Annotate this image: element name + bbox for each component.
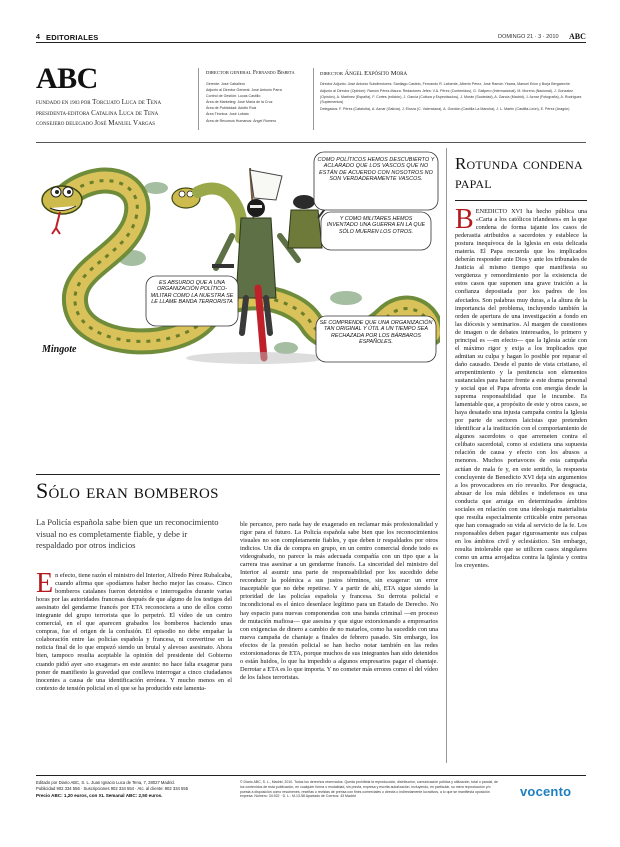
staff-line: Adjunto al Director General: José Antonio Parra — [206, 88, 282, 93]
staff-line: Área de Publicidad: Adolfo Ruiz — [206, 106, 257, 111]
masthead-divider-2 — [313, 68, 314, 130]
header-rule — [36, 42, 586, 43]
staff-line: Gerente: José Caballero — [206, 82, 245, 86]
header-brand: ABC — [569, 32, 586, 41]
footer-legal: © Diario ABC, S. L., Madrid, 2010. Todos los derechos reservados. Queda prohibida la reproducción, distribución, comunicación pública y utilización, total o parcial, de los contenidos de esta publicación, en cualquier forma o modalidad, sin previa, expresa y escrita autorización, incluyendo, en particular, su mera reproducción y/o puesta a disposición como resúmenes, reseñas o revistas de prensa con fines comerciales o directa o indirectamente lucrativos, a lo que se manifiesta oposición expresa. Número: 34.922 · D. L.: M-13-58 Apartado de Correos: 43 Madrid — [240, 780, 498, 799]
cartoon-bubble-4: SE COMPRENDE QUE UNA ORGANIZACIÓN TAN ORIGINAL Y ÚTIL A UN TIEMPO SEA RECHAZADA POR LOS BÁRBAROS ESPAÑOLES. — [319, 320, 433, 345]
masthead-divider-1 — [198, 68, 199, 130]
newsroom-line: Delegados: F. Pérez (Cataluña), A. Aznar (Galicia), J. Elorza (C. Valenciana), A. Gondón (Castilla La Mancha), J. L. Martín (Castilla-León), E. Pérez (Aragón) — [320, 107, 570, 112]
editorial-left-col2: ble percance, pero nada hay de exagerado en reclamar más profesionalidad y rigor para el futuro. La Policía española sabe bien que los reconocimientos visuales no son completamente fiables, y que deben ir respaldados por otros indicios. Un día de compra en grupo, en un centro comercial donde todo es videograbado, no parece la más adecuada compañía con un tipo que a la carrera tras asesinar a un gendarme francés. La sinceridad del ministro del Interior al asumir una parte de responsabilidad por los sucedido debe reconducir la polémica a sus justos términos, sin exagerar: un error inaceptable que no debe repetirse. Y a partir de ahí, ETA sigue siendo la prioridad de las policías española y francesa. Su derrota policial e incondicional es el único desenlace legítimo para un Estado de Derecho. No hay espacio para nuevas componendas con una banda criminal —en proceso de mutación mafiosa— que asesina y que sigue extorsionando a empresarios con exigencias de dinero a cambio de no matarlos, como ha sucedido con una nueva campaña de chantaje a finales de febrero pasado. Sin embargo, los efectos de la presión policial se han hecho notar también en las redes extorsionadoras de ETA, porque muchos de sus integrantes han sido detenidos o están huidos, lo que ha impedido a algunos empresarios pagar el chantaje. Derrotar a ETA es lo que importa. Y no cometer más errores como el del vídeo de los falsos terroristas. — [240, 521, 438, 681]
newsroom-line: Director Adjunto: José Antonio Subdirectores: Santiago Castelo, Fernando R. Lafuente, Alberto Pérez, José Ramón Ybarra, Manuel Erice y Borja Bergareche — [320, 82, 570, 86]
newsroom-line: Adjunto al Director (Opinión): Ramón Pérez-Maura. Redactores Jefes: V.A. Pérez (Contenidos), G. Galipero (Internacional), M. Moreno (Nacional), J. Gonzalez (Opinión), A. Martinez (España), F. Cortes (edición), J. García (Cultura y Espectáculos), J. Morán (Sociedad), A. García (Madrid), J. Aznar (Fotografía), A. Rodríguez (Suplementos) — [320, 88, 582, 105]
cartoon-bubble-3: ES ABSURDO QUE A UNA ORGANIZACIÓN POLÍTICO-MILITAR COMO LA NUESTRA SE LE LLAME BANDA TERRORISTA — [150, 280, 234, 305]
editorial-cartoon — [36, 148, 440, 366]
staff-line: Control de Gestión: Lucas Castillo — [206, 94, 261, 99]
vocento-logo: vocento — [520, 784, 572, 799]
management-block: DIRECTOR GENERAL Fernando Bisbeta Gerente: José Caballero Adjunto al Director General: José Antonio Parra Control de Gestión: Lucas Castillo Área de Marketing: José María de la Cruz Área de Publicidad: Adolfo Ruiz Área Técnica: José Lobato Área de Recursos Humanos: Ángel Romero — [206, 70, 310, 124]
editorial-left-title: Sólo eran bomberos — [36, 478, 219, 503]
newsroom-staff-list — [320, 82, 586, 113]
column-divider — [446, 148, 447, 763]
staff-line: Área de Recursos Humanos: Ángel Romero — [206, 118, 277, 123]
editorial-right-body: BENEDICTO XVI ha hecho pública una «Carta a los católicos irlandeses» en la que condena de forma tajante los casos de pederastia atribuidos a sacerdotes y establece la postura inequívoca de la Iglesia en esta delicada materia. El Papa recuerda que los implicados deberán responder ante Dios y ante los tribunales de Justicia al mismo tiempo que manifiesta su vergüenza y remordimiento por la existencia de estos casos que suponen una grave traición a la confianza depositada por los padres de los afectados. Son palabras muy duras, a la altura de la importancia del problema, incluyendo también la orden de apertura de una investigación a fondo en las diócesis y seminarios. Al margen de cuestiones de imagen o de debates interesados, lo primero y principal es —en efecto— que la Iglesia actúe con el máximo rigor y exija a los implicados que admitan su culpa y hagan lo posible por reparar el daño causado. Desde el punto de vista cristiano, el arrepentimiento y la penitencia son elementos sustanciales para hacer frente a este drama personal y social que el Papa afronta con energía desde la suprema responsabilidad que le incumbe. Es lamentable que, a propósito de este y otros casos, se haya desatado una injusta campaña contra la Iglesia por parte de sectores laicistas que pretenden identificar a la institución con el comportamiento de algunos sacerdotes o que arremeten contra el celibato sacerdotal, como si existiera una supuesta relación de causa y efecto con los abusos a menores. Muchos portavoces de esta campaña actúan de mala fe y, en este sentido, la respuesta concluyente de Benedicto XVI deja sin argumentos a los provocadores en río revuelto. Por desgracia, abusar de los más débiles e indefensos es una conducta que arraiga en determinados ámbitos sociales en relación con una ideología materialista que resulta especialmente criticable entre personas que han consagrado su vida al servicio de la fe. Los responsables deben pagar rigurosamente sus culpas en los ámbitos civil y eclesiástico. Sin embargo, resulta intolerable que se utilicen casos singulares como un arma arrojadiza contra la Iglesia y contra los creyentes. — [455, 208, 587, 570]
newsroom-block: DIRECTOR Ángel Expósito Mora Director Adjunto: José Antonio Subdirectores: Santiago Castelo, Fernando R. Lafuente, Alberto Pérez, José Ramón Ybarra, Manuel Erice y Borja Bergareche Adjunto al Director (Opinión): Ramón Pérez-Maura. Redactores Jefes: V.A. Pérez (Contenidos), G. Galipero (Internacional), M. Moreno (Nacional), J. Gonzalez (Opinión), A. Martinez (España), F. Cortes (edición), J. García (Cultura y Espectáculos), J. Morán (Sociedad), A. García (Madrid), J. Aznar (Fotografía), A. Rodríguez (Suplementos) Delegados: F. Pérez (Cataluña), A. Aznar (Galicia), J. Elorza (C. Valenciana), A. Gondón (Castilla La Mancha), J. L. Martín (Castilla-León), E. Pérez (Aragón) — [320, 70, 586, 114]
cartoon-signature: Mingote — [42, 344, 77, 355]
masthead-logo: ABC — [36, 62, 98, 95]
editorial-left-dropcap: E — [36, 572, 54, 599]
editorial-right-title: Rotunda condena papal — [455, 154, 583, 192]
cartoon-bubble-2: Y COMO MILITARES HEMOS INVENTADO UNA GUERRA EN LA QUE SÓLO MUEREN LOS OTROS. — [326, 216, 426, 235]
cartoon-bubble-1: COMO POLÍTICOS HEMOS DESCUBIERTO Y ACLARADO QUE LOS VASCOS QUE NO ESTÁN DE ACUERDO CON NOSOTROS NO SON VERDADERAMENTE VASCOS. — [317, 157, 435, 182]
management-staff-list — [206, 81, 310, 124]
section-label: EDITORIALES — [46, 33, 99, 42]
footer-publisher-block — [36, 780, 196, 799]
staff-line: Área de Marketing: José María de la Cruz — [206, 100, 273, 105]
page-number: 4 — [36, 34, 40, 41]
masthead-bottom-rule — [36, 142, 586, 143]
header-date: DOMINGO 21 · 3 · 2010 — [498, 34, 559, 40]
footer-contacts: Publicidad 902 334 556 · Suscripciones 902 334 554 · Atc. al cliente: 902 334 555 — [36, 786, 189, 791]
editorial-left-lede: La Policía española sabe bien que un reconocimiento visual no es completamente fiable, y debe ir respaldado por otros indicios — [36, 517, 219, 550]
masthead-credits: FUNDADO EN 1903 POR Torcuato Luca de Tena PRESIDENTA-EDITORA Catalina Luca de Tena CONSEJERO DELEGADO José Manuel Vargas — [36, 98, 162, 127]
editorial-right-rule — [455, 200, 587, 201]
editorial-left-top-rule — [36, 474, 440, 475]
footer-rule — [36, 775, 586, 776]
editorial-left-col1: En efecto, tiene razón el ministro del Interior, Alfredo Pérez Rubalcaba, cuando afirma que «podíamos haber hecho mejor las cosas». Cinco bomberos catalanes fueron detenidos e interrogados durante varias horas por las autoridades francesas después de que alguno de los testigos del asesinato del gendarme francés por ETA reconociera a uno de ellos como integrante del grupo terrorista que lo perpetró. El vídeo de un centro comercial, en el que aparecen grabados los bomberos haciendo unas compras, fue el origen de la confusión. El episodio no debe empañar la colaboración entre las policías española y francesa, ni convertirse en la noticia final de lo que empezó siendo un brutal y alevoso asesinato. Ahora bien, tampoco resulta aceptable la opinión del presidente del Gobierno cuando pidió ayer «no exagerar» en este asunto: no hace falta exagerar para poner de manifiesto la gravedad que conlleva interrogar a cinco ciudadanos inocentes a causa de una identificación errónea. Y mucho menos en el contexto de tensión policial en el que se ha producido este lamenta- — [36, 572, 232, 692]
editorial-right-dropcap: B — [455, 208, 474, 235]
footer-price: Precio ABC: 1,20 euros, con XL Semanal ABC: 2,50 euros. — [36, 793, 163, 798]
footer-publisher: Editado por Diario ABC, S. L. Juan Ignacio Luca de Tena, 7, 28027 Madrid. — [36, 780, 175, 785]
staff-line: Área Técnica: José Lobato — [206, 112, 249, 117]
